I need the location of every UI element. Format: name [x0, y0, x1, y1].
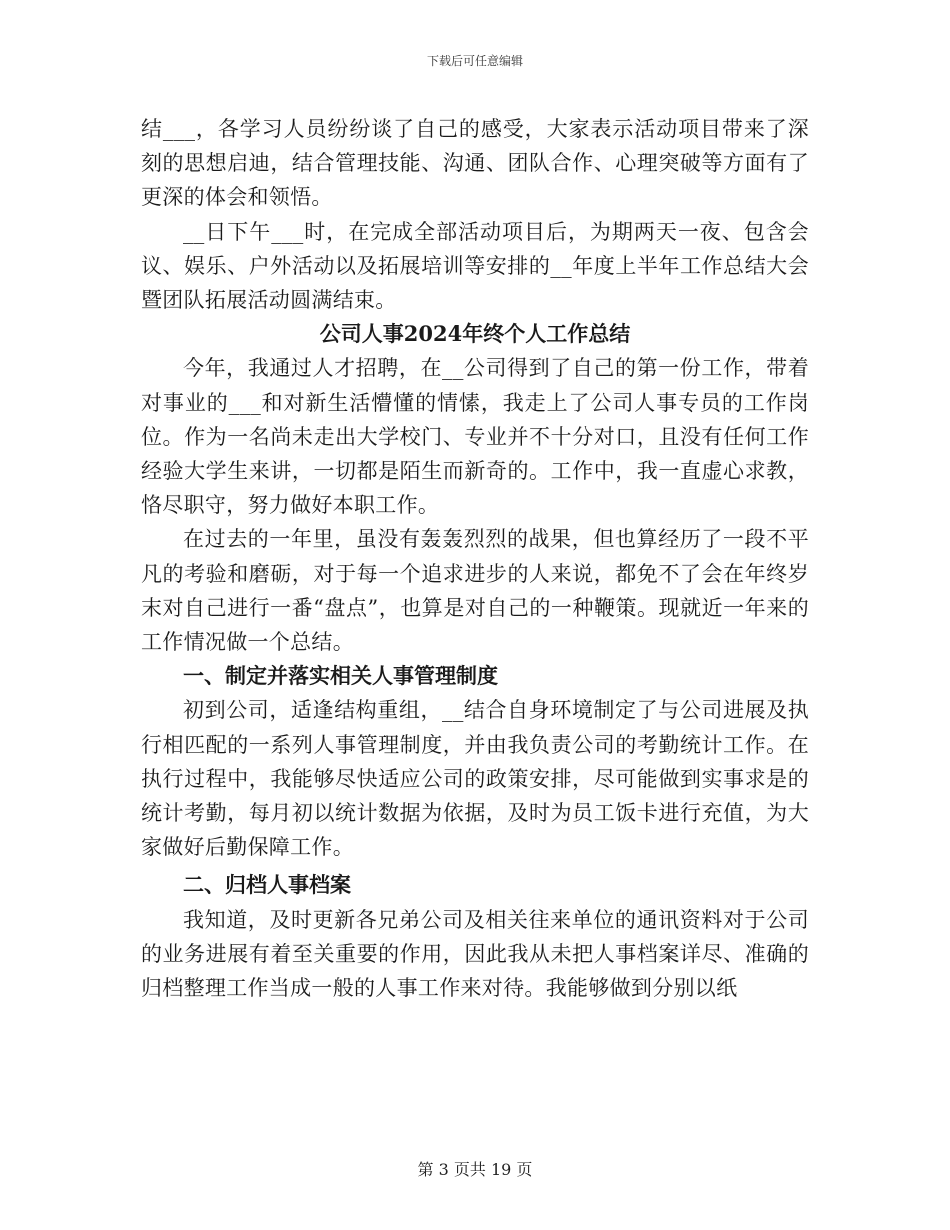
document-title: 公司人事2024年终个人工作总结	[319, 321, 631, 347]
section-text-1: 初到公司，适逢结构重组，__结合自身环境制定了与公司进展及执行相匹配的一系列人事管理制度，并由我负责公司的考勤统计工作。在执行过程中，我能够尽快适应公司的政策安排，尽可能做到实事求是的统计考勤，每月初以统计数据为依据，及时为员工饭卡进行充值，为大家做好后勤保障工作。	[141, 698, 809, 860]
paragraph-continued: 结___，各学习人员纷纷谈了自己的感受，大家表示活动项目带来了深刻的思想启迪，结合管理技能、沟通、团队合作、心理突破等方面有了更深的体会和领悟。	[141, 117, 809, 210]
document-body	[141, 112, 809, 1005]
page-footer: 第 3 页共 19 页	[417, 1160, 533, 1179]
paragraph-intro: 今年，我通过人才招聘，在__公司得到了自己的第一份工作，带着对事业的___和对新生活懵懂的情愫，我走上了公司人事专员的工作岗位。作为一名尚未走出大学校门、专业并不十分对口，且没有任何工作经验大学生来讲，一切都是陌生而新奇的。工作中，我一直虚心求教，恪尽职守，努力做好本职工作。	[141, 356, 809, 518]
paragraph-review: 在过去的一年里，虽没有轰轰烈烈的战果，但也算经历了一段不平凡的考验和磨砺，对于每一个追求进步的人来说，都免不了会在年终岁末对自己进行一番“盘点”，也算是对自己的一种鞭策。现就近一年来的工作情况做一个总结。	[141, 527, 809, 655]
section-heading-1: 一、制定并落实相关人事管理制度	[183, 663, 498, 689]
page-header: 下载后可任意编辑	[426, 54, 523, 68]
section-text-2: 我知道，及时更新各兄弟公司及相关往来单位的通讯资料对于公司的业务进展有着至关重要的作用，因此我从未把人事档案详尽、准确的归档整理工作当成一般的人事工作来对待。我能够做到分别以纸	[141, 907, 809, 1001]
paragraph-closing: __日下午___时，在完成全部活动项目后，为期两天一夜、包含会议、娱乐、户外活动以及拓展培训等安排的__年度上半年工作总结大会暨团队拓展活动圆满结束。	[141, 219, 809, 313]
section-heading-2: 二、归档人事档案	[183, 872, 351, 898]
